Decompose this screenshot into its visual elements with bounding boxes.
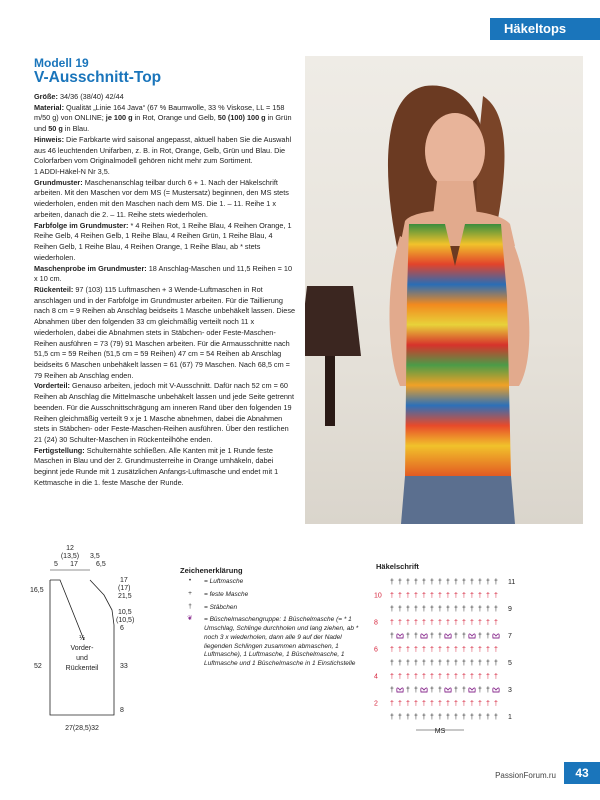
ms-label: MS xyxy=(434,728,446,735)
stitch-mark: † xyxy=(494,592,498,600)
stitch-mark: † xyxy=(390,714,394,721)
center-2: Vorder- xyxy=(70,645,94,652)
stitch-mark: † xyxy=(438,687,442,694)
legend-title: Zeichenerklärung xyxy=(180,566,243,575)
stitch-mark: † xyxy=(414,619,418,627)
stitch-mark: † xyxy=(454,714,458,721)
stitch-mark: † xyxy=(494,673,498,681)
stitch-mark: † xyxy=(406,660,410,667)
dim-left-5: 5 xyxy=(54,561,58,568)
material-line: Material: Qualität „Linie 164 Java“ (67 % Baumwolle, 33 % Viskose, LL = 158 m/50 g) von ONLINE; je 100 g in Rot, Orange und Gelb, 50 (100) 100 g in Grün und 50 g in Blau. xyxy=(34,102,292,134)
stitch-mark: † xyxy=(454,673,458,681)
stitch-mark: † xyxy=(422,673,426,681)
stitch-mark: † xyxy=(414,646,418,654)
stitch-mark: † xyxy=(470,673,474,681)
stitch-mark: † xyxy=(486,673,490,681)
cluster-mark xyxy=(445,688,451,692)
stitch-mark: † xyxy=(478,660,482,667)
stitch-mark: † xyxy=(470,579,474,586)
row-number-left: 4 xyxy=(374,673,378,681)
category-tab: Häkeltops xyxy=(490,18,600,40)
stitch-mark: † xyxy=(438,660,442,667)
stitch-mark: † xyxy=(430,633,434,640)
stitch-mark: † xyxy=(390,646,394,654)
stitch-mark: † xyxy=(414,673,418,681)
instructions-text xyxy=(34,92,296,489)
cluster-mark xyxy=(421,688,427,692)
cluster-icon: ❦ xyxy=(187,615,193,623)
stitch-mark: † xyxy=(462,606,466,613)
stitch-mark: † xyxy=(398,673,402,681)
stitch-mark: † xyxy=(462,633,466,640)
row-number-right: 11 xyxy=(508,579,516,586)
stitch-mark: † xyxy=(478,579,482,586)
stitch-mark: † xyxy=(462,660,466,667)
size-line: Größe: 34/36 (38/40) 42/44 xyxy=(34,92,124,101)
stitch-mark: † xyxy=(422,714,426,721)
stitch-mark: † xyxy=(430,700,434,708)
dim-arm-215: 21,5 xyxy=(118,593,132,600)
stitch-mark: † xyxy=(486,714,490,721)
stitch-mark: † xyxy=(406,633,410,640)
stitch-mark: † xyxy=(406,673,410,681)
stitch-mark: † xyxy=(454,579,458,586)
stitch-mark: † xyxy=(446,700,450,708)
row-number-left: 2 xyxy=(374,700,378,708)
gauge-line: Maschenprobe im Grundmuster: 18 Anschlag-Maschen und 11,5 Reihen = 10 x 10 cm. xyxy=(34,263,293,284)
front-line: Vorderteil: Genauso arbeiten, jedoch mit V-Ausschnitt. Dafür nach 52 cm = 60 Reihen ab Anschlag die Mittelmasche unbehäkelt lassen und jede Seite getrennt beenden. Für die Ausschnittschrägung am inneren Rand über den folgenden 19 Reihen gleichmäßig verteilt 9 x je 1 Masche abnehmen, dabei die Abnahmen stets in Stäbchen- oder Feste-Maschen-Reihen ausführen. Über den restlichen 21 (24) 30 Schulter-Maschen in Rückenteilhöhe enden. xyxy=(34,381,295,444)
stitch-mark: † xyxy=(422,660,426,667)
stitch-mark: † xyxy=(494,660,498,667)
stitch-mark: † xyxy=(438,579,442,586)
stitch-mark: † xyxy=(414,714,418,721)
stitch-mark: † xyxy=(414,633,418,640)
stitch-mark: † xyxy=(422,606,426,613)
stitch-mark: † xyxy=(398,714,402,721)
crochet-chart xyxy=(370,572,520,737)
stitch-mark: † xyxy=(470,660,474,667)
stitch-mark: † xyxy=(462,714,466,721)
stitch-mark: † xyxy=(462,673,466,681)
stitch-mark: † xyxy=(438,714,442,721)
chart-title: Häkelschrift xyxy=(376,562,419,571)
stitch-mark: † xyxy=(462,619,466,627)
stitch-mark: † xyxy=(470,606,474,613)
stitch-mark: † xyxy=(462,646,466,654)
stitch-mark: † xyxy=(406,714,410,721)
stitch-mark: † xyxy=(390,660,394,667)
dim-arm-17b: (17) xyxy=(118,585,131,592)
stitch-mark: † xyxy=(478,714,482,721)
stitch-mark: † xyxy=(422,579,426,586)
stitch-mark: † xyxy=(446,714,450,721)
stitch-mark: † xyxy=(430,646,434,654)
stitch-mark: † xyxy=(406,646,410,654)
stitch-mark: † xyxy=(486,646,490,654)
dim-r-105: 10,5 xyxy=(118,609,132,616)
stitch-mark: † xyxy=(478,646,482,654)
stitch-mark: † xyxy=(454,687,458,694)
cluster-mark xyxy=(469,688,475,692)
stitch-mark: † xyxy=(494,714,498,721)
stitch-mark: † xyxy=(406,700,410,708)
stitch-mark: † xyxy=(406,619,410,627)
dim-top-3: 17 xyxy=(70,561,78,568)
dim-bottom: 27(28,5)32 xyxy=(65,725,99,732)
stitch-mark: † xyxy=(478,687,482,694)
stitch-mark: † xyxy=(430,619,434,627)
stitch-mark: † xyxy=(470,700,474,708)
stitch-mark: † xyxy=(422,619,426,627)
stitch-mark: † xyxy=(486,687,490,694)
stitch-mark: † xyxy=(438,606,442,613)
dim-right-35: 3,5 xyxy=(90,553,100,560)
stitch-mark: † xyxy=(406,579,410,586)
stitch-mark: † xyxy=(438,700,442,708)
stitch-mark: † xyxy=(494,619,498,627)
pattern-line: Grundmuster: Maschenanschlag teilbar durch 6 + 1. Nach der Häkelschrift arbeiten. Mit den Maschen vor dem MS (= Mustersatz) beginnen, den MS stets wiederholen, enden mit den Maschen nach dem MS. Die 1. – 11. Reihe 1 x arbeiten, danach die 2. – 11. Reihe stets wiederholen. xyxy=(34,177,289,219)
stitch-mark: † xyxy=(494,700,498,708)
stitch-mark: † xyxy=(438,619,442,627)
dim-r-33: 33 xyxy=(120,663,128,670)
dim-arm-17: 17 xyxy=(120,577,128,584)
stitch-mark: † xyxy=(454,606,458,613)
center-1: ½ xyxy=(79,635,85,642)
stitch-mark: † xyxy=(454,700,458,708)
stitch-mark: † xyxy=(446,592,450,600)
stitch-mark: † xyxy=(430,606,434,613)
cluster-mark xyxy=(469,634,475,638)
stitch-mark: † xyxy=(478,592,482,600)
stitch-mark: † xyxy=(422,592,426,600)
stitch-mark: † xyxy=(422,646,426,654)
stitch-mark: † xyxy=(390,592,394,600)
stitch-mark: † xyxy=(454,633,458,640)
stitch-mark: † xyxy=(454,660,458,667)
hook-line: 1 ADDI-Häkel-N Nr 3,5. xyxy=(34,167,110,177)
stitch-mark: † xyxy=(430,673,434,681)
stitch-mark: † xyxy=(414,687,418,694)
stitch-mark: † xyxy=(470,646,474,654)
cluster-mark xyxy=(493,634,499,638)
stitch-mark: † xyxy=(430,687,434,694)
dim-r-8: 8 xyxy=(120,707,124,714)
cluster-mark xyxy=(445,634,451,638)
legend-chain: • = Luftmasche xyxy=(180,578,370,587)
stitch-mark: † xyxy=(494,646,498,654)
legend xyxy=(180,578,370,673)
sc-icon: + xyxy=(188,589,192,597)
stitch-mark: † xyxy=(438,633,442,640)
stitch-mark: † xyxy=(454,646,458,654)
stitch-mark: † xyxy=(398,579,402,586)
cluster-mark xyxy=(493,688,499,692)
stitch-mark: † xyxy=(478,700,482,708)
finish-line: Fertigstellung: Schulternähte schließen. Alle Kanten mit je 1 Runde feste Maschen in Blau und der 2. Grundmusterreihe in Orange umhäkeln, dabei beginnt jede Runde mit 1 zusätzlichen Anfangs-Luftmasche und endet mit 1 Kettmasche in die 1. feste Masche der Runde. xyxy=(34,445,279,487)
row-number-right: 5 xyxy=(508,660,512,667)
stitch-mark: † xyxy=(478,633,482,640)
stitch-mark: † xyxy=(390,633,394,640)
stitch-mark: † xyxy=(478,606,482,613)
stitch-mark: † xyxy=(446,673,450,681)
stitch-mark: † xyxy=(414,660,418,667)
stitch-mark: † xyxy=(414,592,418,600)
stitch-mark: † xyxy=(438,592,442,600)
stitch-mark: † xyxy=(390,606,394,613)
colors-line: Farbfolge im Grundmuster: * 4 Reihen Rot, 1 Reihe Blau, 4 Reihen Orange, 1 Reihe Gelb, 4 Reihen Gelb, 1 Reihe Blau, 4 Reihen Grün, 1 Reihe Blau, 4 Reihen Gelb, 1 Reihe Blau, 4 Reihen Orange, 1 Reihe Blau, ab * stets wiederholen. xyxy=(34,220,292,262)
stitch-mark: † xyxy=(398,606,402,613)
chain-icon: • xyxy=(188,577,192,584)
stitch-mark: † xyxy=(390,687,394,694)
stitch-mark: † xyxy=(422,700,426,708)
stitch-mark: † xyxy=(454,619,458,627)
stitch-mark: † xyxy=(454,592,458,600)
stitch-mark: † xyxy=(446,579,450,586)
legend-sc: + = feste Masche xyxy=(180,591,370,600)
stitch-mark: † xyxy=(430,579,434,586)
stitch-mark: † xyxy=(462,579,466,586)
stitch-mark: † xyxy=(398,660,402,667)
dim-r-6: 6 xyxy=(120,625,124,632)
row-number-left: 10 xyxy=(374,592,382,600)
stitch-mark: † xyxy=(430,592,434,600)
stitch-mark: † xyxy=(406,592,410,600)
row-number-right: 1 xyxy=(508,714,512,721)
product-photo xyxy=(305,56,583,524)
stitch-mark: † xyxy=(462,700,466,708)
stitch-mark: † xyxy=(390,673,394,681)
hint-line: Hinweis: Die Farbkarte wird saisonal angepasst, aktuell haben Sie die Auswahl aus 46 leuchtenden Unifarben, z. B. in Rot, Orange, Gelb, Grün und Blau. Die Colorfarben vom Originalmodell gehören nicht mehr zum Sortiment. xyxy=(34,134,292,166)
model-title: V-Ausschnitt-Top xyxy=(34,69,162,86)
stitch-mark: † xyxy=(486,633,490,640)
stitch-mark: † xyxy=(446,660,450,667)
stitch-mark: † xyxy=(438,646,442,654)
cluster-mark xyxy=(397,688,403,692)
dim-r-105b: (10,5) xyxy=(116,617,135,624)
stitch-mark: † xyxy=(430,660,434,667)
measurement-schematic xyxy=(28,540,153,740)
stitch-mark: † xyxy=(446,646,450,654)
stitch-mark: † xyxy=(486,606,490,613)
stitch-mark: † xyxy=(414,606,418,613)
stitch-mark: † xyxy=(470,714,474,721)
dim-left-165: 16,5 xyxy=(30,587,44,594)
center-4: Rückenteil xyxy=(65,665,99,672)
stitch-mark: † xyxy=(486,579,490,586)
dim-left-52: 52 xyxy=(34,663,42,670)
stitch-mark: † xyxy=(398,592,402,600)
dim-top: 12 xyxy=(66,545,74,552)
stitch-mark: † xyxy=(478,673,482,681)
stitch-mark: † xyxy=(446,606,450,613)
stitch-mark: † xyxy=(398,700,402,708)
stitch-mark: † xyxy=(470,619,474,627)
stitch-mark: † xyxy=(462,592,466,600)
stitch-mark: † xyxy=(406,606,410,613)
stitch-mark: † xyxy=(414,579,418,586)
stitch-mark: † xyxy=(438,673,442,681)
row-number-right: 7 xyxy=(508,633,512,640)
stitch-mark: † xyxy=(430,714,434,721)
stitch-mark: † xyxy=(406,687,410,694)
stitch-mark: † xyxy=(390,619,394,627)
dim-top-2: (13,5) xyxy=(60,553,80,560)
stitch-mark: † xyxy=(486,619,490,627)
photo-illustration xyxy=(305,56,583,524)
stitch-mark: † xyxy=(390,700,394,708)
stitch-mark: † xyxy=(414,700,418,708)
row-number-right: 9 xyxy=(508,606,512,613)
stitch-mark: † xyxy=(398,619,402,627)
stitch-mark: † xyxy=(486,700,490,708)
stitch-mark: † xyxy=(462,687,466,694)
stitch-mark: † xyxy=(486,660,490,667)
row-number-right: 3 xyxy=(508,687,512,694)
back-line: Rückenteil: 97 (103) 115 Luftmaschen + 3 Wende-Luftmaschen in Rot anschlagen und in der Farbfolge im Grundmuster arbeiten. Für die Taillierung nach 8 cm = 9 Reihen ab Anschlag beidseits 1 Masche unbehäkelt lassen. Diese Abnahmen über den folgenden 33 cm gleichmäßig verteilt noch 11 x wiederholen, dabei die Abnahmen stets in Stäbchen- oder Feste-Maschen-Reihen ausführen = 73 (79) 91 Maschen arbeiten. Für die Armausschnitte nach 51,5 cm = 59 Reihen (51,5 cm = 59 Reihen) 47 cm = 54 Reihen ab Anschlag beidseits 6 Maschen unbehäkelt lassen = 61 (67) 79 Maschen. Nach 68,5 cm = 79 Reihen ab Anschlag enden. xyxy=(34,284,296,380)
stitch-mark: † xyxy=(390,579,394,586)
watermark: PassionForum.ru xyxy=(495,771,556,780)
legend-dc: † = Stäbchen xyxy=(180,604,370,613)
page-number: 43 xyxy=(564,762,600,784)
dim-right-65: 6,5 xyxy=(96,561,106,568)
stitch-mark: † xyxy=(446,619,450,627)
cluster-mark xyxy=(397,634,403,638)
stitch-mark: † xyxy=(486,592,490,600)
center-3: und xyxy=(76,655,88,662)
stitch-mark: † xyxy=(398,646,402,654)
stitch-mark: † xyxy=(494,606,498,613)
row-number-left: 8 xyxy=(374,619,378,627)
cluster-mark xyxy=(421,634,427,638)
row-number-left: 6 xyxy=(374,646,378,654)
stitch-mark: † xyxy=(478,619,482,627)
stitch-mark: † xyxy=(470,592,474,600)
dc-icon: † xyxy=(188,602,192,610)
model-number: Modell 19 xyxy=(34,56,89,70)
legend-cluster: ❦ = Büschelmaschengruppe: 1 Büschelmasche (= * 1 Umschlag, Schlinge durchholen und lang ziehen, ab * noch 3 x wiederholen, dann alle 9 auf der Nadel liegenden Schlingen zusammen abmaschen, 1 Luftmasche), 1 Luftmasche, 1 Büschelmasche, 1 Luftmasche und 1 Büschelmasche in 1 Einstichstelle xyxy=(180,616,370,669)
stitch-mark: † xyxy=(494,579,498,586)
